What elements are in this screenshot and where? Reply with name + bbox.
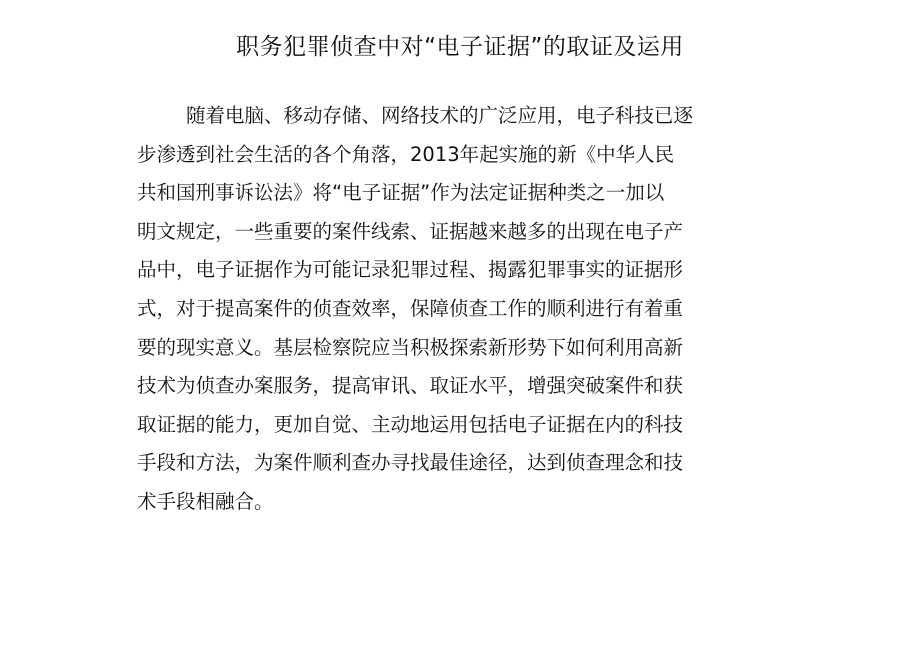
paragraph-line: 式，对于提高案件的侦查效率，保障侦查工作的顺利进行有着重 [137,296,684,320]
paragraph-line: 取证据的能力，更加自觉、主动地运用包括电子证据在内的科技 [137,412,684,436]
document-title: 职务犯罪侦查中对“电子证据”的取证及运用 [236,34,684,60]
paragraph-line: 技术为侦查办案服务，提高审讯、取证水平，增强突破案件和获 [137,374,684,398]
paragraph-line: 共和国刑事诉讼法》将“电子证据”作为法定证据种类之一加以 [137,181,665,205]
paragraph-line: 随着电脑、移动存储、网络技术的广泛应用，电子科技已逐 [186,104,694,127]
paragraph-line: 步渗透到社会生活的各个角落，2013年起实施的新《中华人民 [137,142,675,166]
body-paragraph [137,97,777,522]
paragraph-line: 品中，电子证据作为可能记录犯罪过程、揭露犯罪事实的证据形 [137,258,684,282]
paragraph-line: 术手段相融合。 [137,489,274,513]
paragraph-line: 手段和方法，为案件顺利查办寻找最佳途径，达到侦查理念和技 [137,451,684,475]
paragraph-line: 要的现实意义。基层检察院应当积极探索新形势下如何利用高新 [137,335,684,359]
paragraph-line: 明文规定，一些重要的案件线索、证据越来越多的出现在电子产 [137,219,684,243]
